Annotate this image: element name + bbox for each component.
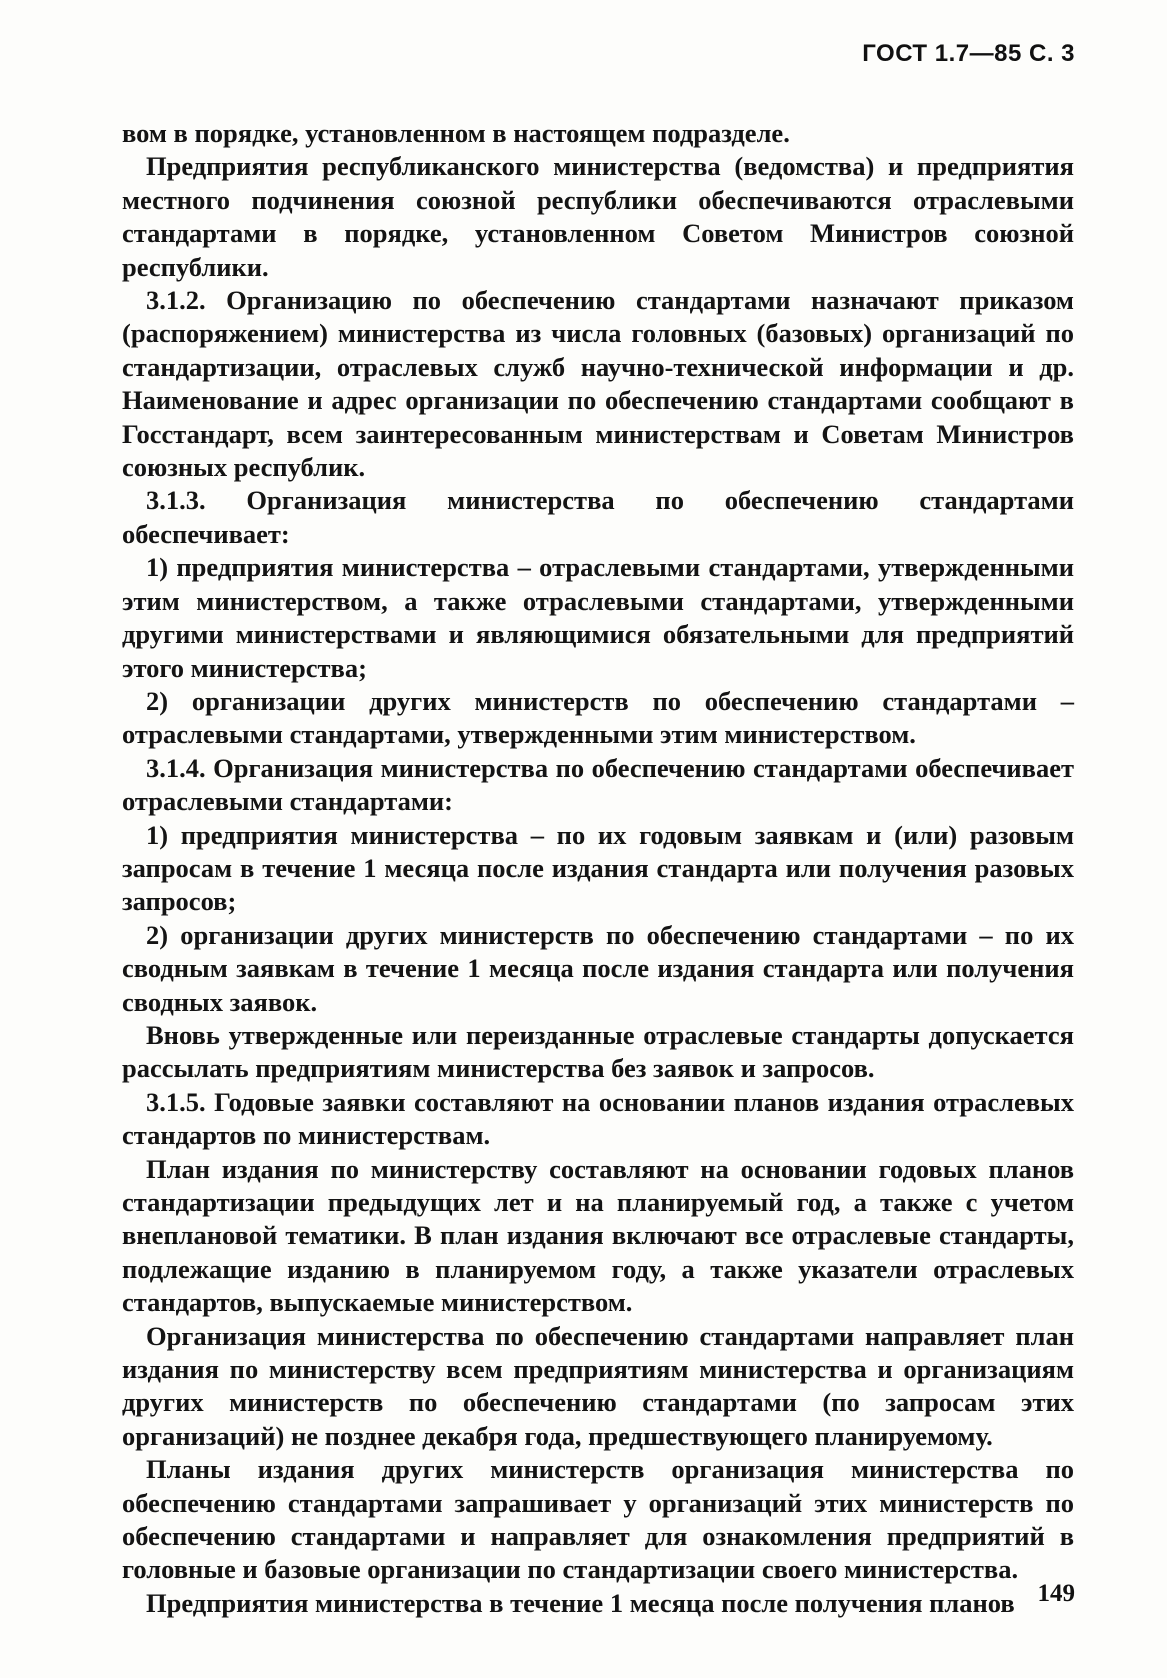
paragraph: 3.1.3. Организация министерства по обеспечению стандартами обеспечивает: [122,485,1074,549]
running-head: ГОСТ 1.7—85 С. 3 [862,40,1075,67]
paragraph: вом в порядке, установленном в настоящем подразделе. [122,118,790,148]
paragraph: Предприятия министерства в течение 1 месяца после получения планов [146,1587,1015,1618]
paragraph: План издания по министерству составляют на основании годовых планов стандартизации предыдущих лет и на планируемый год, а также с учетом внеплановой тематики. В план издания включают все отраслевые стандарты, подлежащие изданию в планируемом году, а также указатели отраслевых стандартов, выпускаемые министерством. [122,1153,1074,1318]
list-item: 2) организации других министерств по обеспечению стандартами – отраслевыми стандартами, утвержденными этим министерством. [122,685,1074,750]
paragraph: 3.1.4. Организация министерства по обеспечению стандартами обеспечивает отраслевыми стандартами: [122,752,1074,817]
paragraph: Вновь утвержденные или переизданные отраслевые стандарты допускается рассылать предприятиям министерства без заявок и запросов. [122,1019,1074,1084]
paragraph: Организация министерства по обеспечению стандартами направляет план издания по министерству всем предприятиям министерства и организациям других министерств по обеспечению стандартами (по запросам этих организаций) не позднее декабря года, предшествующего планируемому. [122,1320,1074,1451]
paragraph: Предприятия республиканского министерства (ведомства) и предприятия местного подчинения союзной республики обеспечиваются отраслевыми стандартами в порядке, установленном Советом Министров союзной республики. [122,151,1074,282]
paragraph: 3.1.2. Организацию по обеспечению стандартами назначают приказом (распоряжением) министерства из числа головных (базовых) организаций по стандартизации, отраслевых служб научно-технической информации и др. Наименование и адрес организации по обеспечению стандартами сообщают в Госстандарт, всем заинтересованным министерствам и Советам Министров союзных республик. [122,285,1074,483]
page-number: 149 [1037,1580,1075,1607]
paragraph: Планы издания других министерств организация министерства по обеспечению стандартами запрашивает у организаций этих министерств по обеспечению стандартами и направляет для ознакомления предприятий в головные и базовые организации по стандартизации своего министерства. [122,1454,1074,1585]
body-text [122,117,1074,1620]
list-item: 2) организации других министерств по обеспечению стандартами – по их сводным заявкам в течение 1 месяца после издания стандарта или получения сводных заявок. [122,919,1074,1017]
list-item: 1) предприятия министерства – отраслевыми стандартами, утвержденными этим министерством, а также отраслевыми стандартами, утвержденными другими министерствами и являющимися обязательными для предприятий этого министерства; [122,552,1074,683]
paragraph: 3.1.5. Годовые заявки составляют на основании планов издания отраслевых стандартов по министерствам. [122,1086,1074,1151]
list-item: 1) предприятия министерства – по их годовым заявкам и (или) разовым запросам в течение 1 месяца после издания стандарта или получения разовых запросов; [122,819,1074,917]
